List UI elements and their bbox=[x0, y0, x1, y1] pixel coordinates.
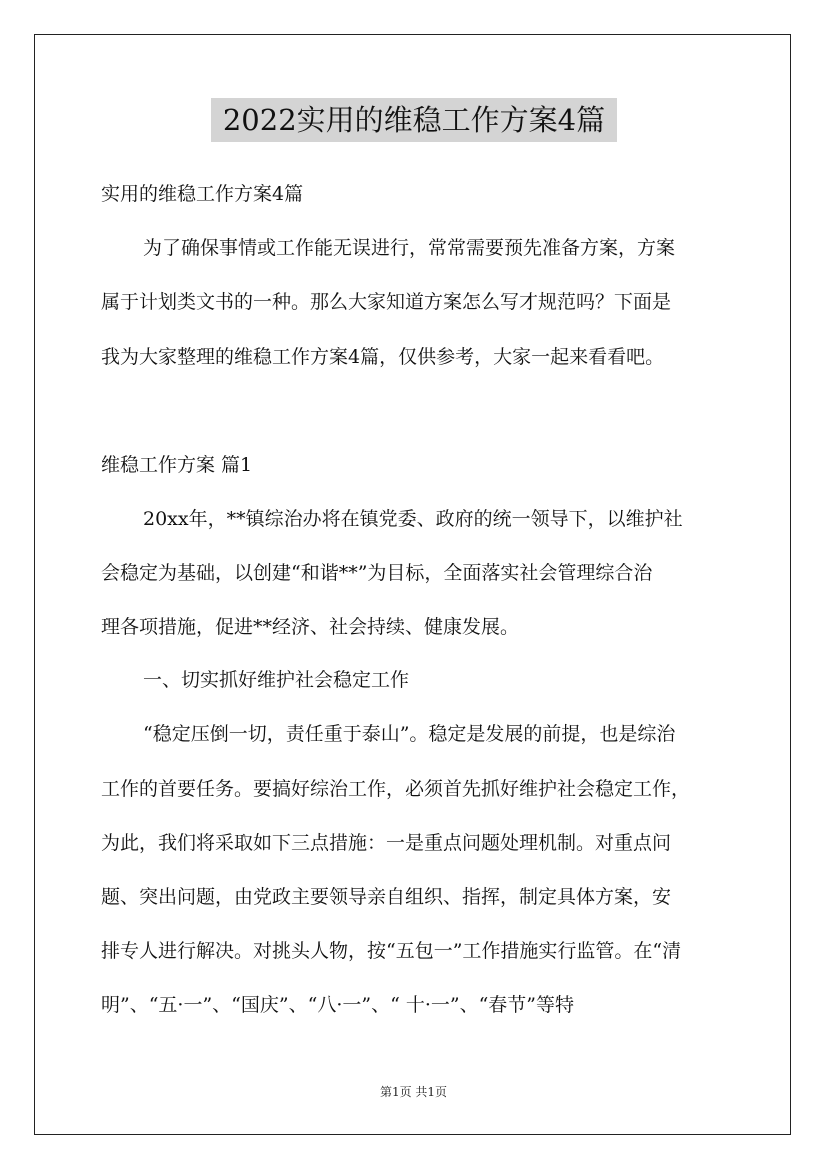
subsection-heading: 一、切实抓好维护社会稳定工作 bbox=[143, 669, 410, 691]
document-title: 2022实用的维稳工作方案4篇 bbox=[211, 98, 617, 142]
paragraph-intro-line-1: 为了确保事情或工作能无误进行，常常需要预先准备方案，方案 bbox=[143, 237, 676, 259]
paragraph-2-line-3: 为此，我们将采取如下三点措施：一是重点问题处理机制。对重点问 bbox=[101, 832, 672, 854]
paragraph-2-line-1: “稳定压倒一切，责任重于泰山”。稳定是发展的前提，也是综治 bbox=[143, 723, 676, 745]
paragraph-2-line-6: 明”、“五·一”、“国庆”、“八·一”、“ 十·一”、“春节”等特 bbox=[101, 994, 575, 1016]
paragraph-1-line-2: 会稳定为基础，以创建“和谐**”为目标，全面落实社会管理综合治 bbox=[101, 562, 653, 584]
paragraph-1-line-3: 理各项措施，促进**经济、社会持续、健康发展。 bbox=[101, 616, 520, 638]
subtitle-line: 实用的维稳工作方案4篇 bbox=[101, 183, 304, 205]
paragraph-2-line-4: 题、突出问题，由党政主要领导亲自组织、指挥，制定具体方案，安 bbox=[101, 886, 672, 908]
paragraph-2-line-5: 排专人进行解决。对挑头人物，按“五包一”工作措施实行监管。在“清 bbox=[101, 940, 682, 962]
page-footer: 第1页 共1页 bbox=[379, 1085, 448, 1099]
paragraph-intro-line-2: 属于计划类文书的一种。那么大家知道方案怎么写才规范吗？下面是 bbox=[101, 291, 672, 313]
section-heading: 维稳工作方案 篇1 bbox=[101, 454, 253, 476]
paragraph-2-line-2: 工作的首要任务。要搞好综治工作，必须首先抓好维护社会稳定工作， bbox=[101, 778, 691, 800]
paragraph-1-line-1: 20xx年，**镇综治办将在镇党委、政府的统一领导下，以维护社 bbox=[143, 508, 683, 530]
paragraph-intro-line-3: 我为大家整理的维稳工作方案4篇，仅供参考，大家一起来看看吧。 bbox=[101, 346, 665, 368]
